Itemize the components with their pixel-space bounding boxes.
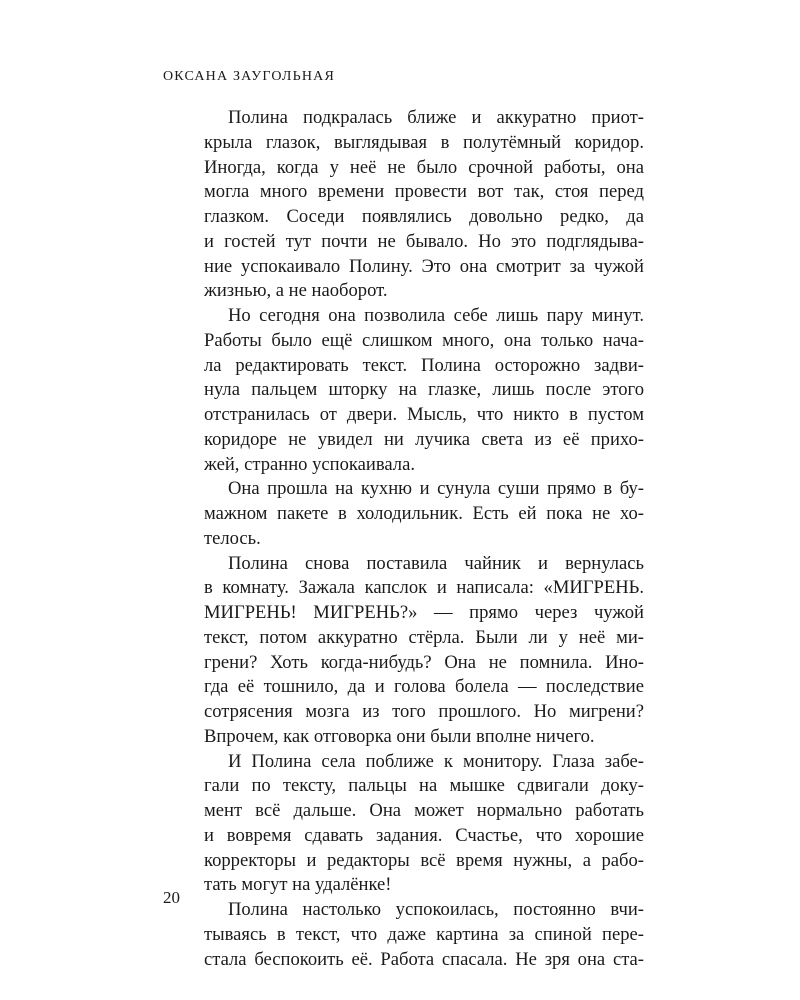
text-line: стала беспокоить её. Работа спасала. Не зря она ста-: [204, 948, 644, 970]
text-line: Полина настолько успокоилась, постоянно вчи-: [228, 899, 644, 920]
text-line: коридоре не увидел ни лучика света из её прихо-: [204, 428, 644, 450]
text-line: и гостей тут почти не бывало. Но это подглядыва-: [204, 230, 644, 252]
text-line: глазком. Соседи появлялись довольно редко, да: [204, 206, 644, 227]
text-line: сотрясения мозга из того прошлого. Но мигрени?: [204, 701, 644, 722]
text-line: Полина снова поставила чайник и вернулась: [228, 552, 644, 574]
text-line: отстранилась от двери. Мысль, что никто в пустом: [204, 404, 644, 425]
text-line: жей, странно успокаивала.: [204, 453, 415, 475]
text-line: мент всё дальше. Она может нормально работать: [204, 800, 644, 821]
text-line: Впрочем, как отговорка они были вполне ничего.: [204, 725, 595, 747]
text-line: мажном пакете в холодильник. Есть ей пока не хо-: [204, 503, 644, 524]
text-line: крыла глазок, выглядывая в полутёмный коридор.: [204, 131, 644, 153]
text-line: могла много времени провести вот так, стоя перед: [204, 181, 644, 203]
text-line: телось.: [204, 527, 261, 549]
text-line: Она прошла на кухню и сунула суши прямо в бу-: [228, 478, 644, 500]
text-line: Иногда, когда у неё не было срочной работы, она: [204, 156, 644, 178]
text-line: жизнью, а не наоборот.: [204, 280, 388, 302]
text-line: текст, потом аккуратно стёрла. Были ли у неё ми-: [204, 626, 644, 648]
text-line: Работы было ещё слишком много, она только нача-: [204, 329, 644, 351]
running-head: ОКСАНА ЗАУГОЛЬНАЯ: [163, 69, 336, 84]
text-line: корректоры и редакторы всё время нужны, а рабо-: [204, 849, 644, 871]
text-line: ние успокаивало Полину. Это она смотрит за чужой: [204, 255, 644, 277]
text-line: тать могут на удалёнке!: [204, 874, 392, 896]
text-line: в комнату. Зажала капслок и написала: «МИГРЕНЬ.: [204, 577, 644, 599]
text-line: и вовремя сдавать задания. Счастье, что хорошие: [204, 824, 644, 846]
text-line: гда её тошнило, да и голова болела — последствие: [204, 676, 644, 698]
page-number: 20: [163, 888, 180, 907]
text-line: гали по тексту, пальцы на мышке сдвигали доку-: [204, 775, 644, 797]
text-line: Но сегодня она позволила себе лишь пару минут.: [228, 305, 644, 326]
body-text: [204, 106, 644, 972]
text-line: тываясь в текст, что даже картина за спиной пере-: [204, 923, 644, 945]
text-line: МИГРЕНЬ! МИГРЕНЬ?» — прямо через чужой: [204, 602, 644, 623]
text-line: грени? Хоть когда-нибудь? Она не помнила. Ино-: [204, 651, 644, 673]
text-line: ла редактировать текст. Полина осторожно задви-: [204, 354, 644, 376]
text-line: нула пальцем шторку на глазке, лишь после этого: [204, 379, 644, 401]
text-line: Полина подкралась ближе и аккуратно приот-: [228, 107, 644, 128]
text-line: И Полина села поближе к монитору. Глаза забе-: [228, 750, 644, 772]
